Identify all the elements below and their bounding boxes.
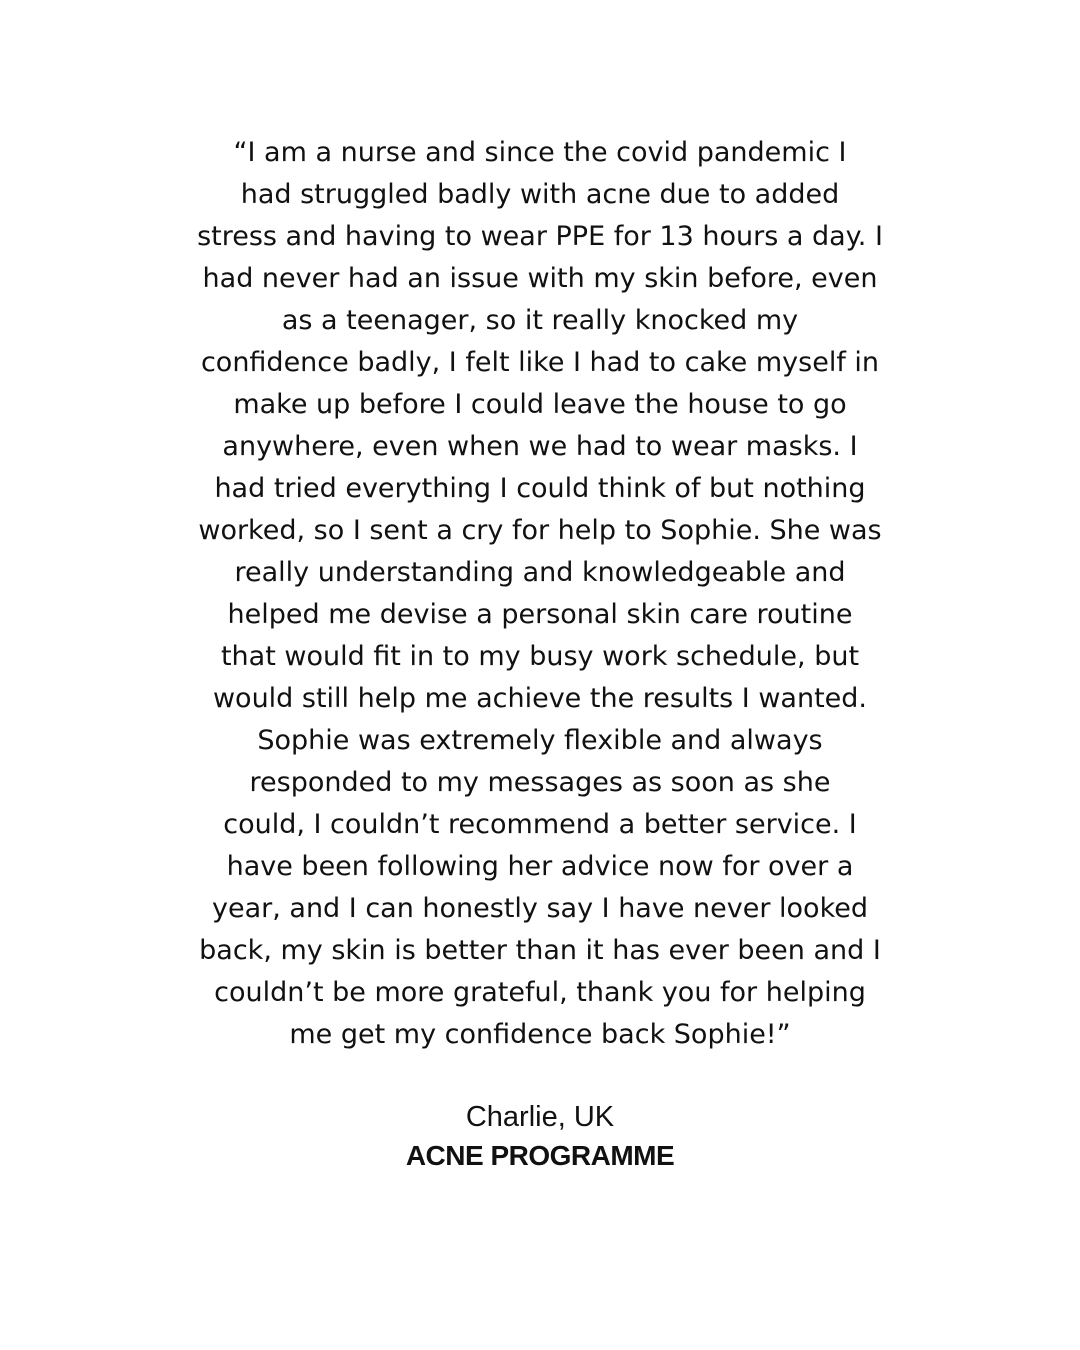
- testimonial-quote: [150, 132, 930, 1056]
- quote-line: anywhere, even when we had to wear masks. I: [222, 431, 858, 462]
- quote-line: Sophie was extremely flexible and always: [257, 725, 823, 756]
- quote-line: year, and I can honestly say I have never looked: [212, 893, 868, 924]
- quote-line: really understanding and knowledgeable and: [234, 557, 846, 588]
- author-name: Charlie, UK: [465, 1101, 615, 1133]
- quote-line: had tried everything I could think of but nothing: [214, 473, 866, 504]
- quote-line: couldn’t be more grateful, thank you for helping: [214, 977, 866, 1008]
- quote-line: confidence badly, I felt like I had to cake myself in: [200, 347, 880, 378]
- programme-label: ACNE PROGRAMME: [405, 1140, 675, 1171]
- quote-line: me get my confidence back Sophie!”: [289, 1019, 791, 1050]
- quote-line: have been following her advice now for over a: [226, 851, 854, 882]
- quote-line: helped me devise a personal skin care routine: [227, 599, 853, 630]
- quote-line: would still help me achieve the results I wanted.: [212, 683, 868, 714]
- quote-line: stress and having to wear PPE for 13 hours a day. I: [197, 221, 883, 252]
- quote-line: as a teenager, so it really knocked my: [281, 305, 799, 336]
- quote-line: “I am a nurse and since the covid pandemic I: [233, 137, 847, 168]
- quote-line: responded to my messages as soon as she: [249, 767, 831, 798]
- quote-line: worked, so I sent a cry for help to Sophie. She was: [198, 515, 882, 546]
- quote-line: had never had an issue with my skin before, even: [202, 263, 878, 294]
- quote-line: had struggled badly with acne due to added: [240, 179, 840, 210]
- quote-line: back, my skin is better than it has ever been and I: [199, 935, 881, 966]
- quote-line: make up before I could leave the house to go: [233, 389, 847, 420]
- quote-line: could, I couldn’t recommend a better service. I: [223, 809, 857, 840]
- quote-line: that would fit in to my busy work schedule, but: [220, 641, 860, 672]
